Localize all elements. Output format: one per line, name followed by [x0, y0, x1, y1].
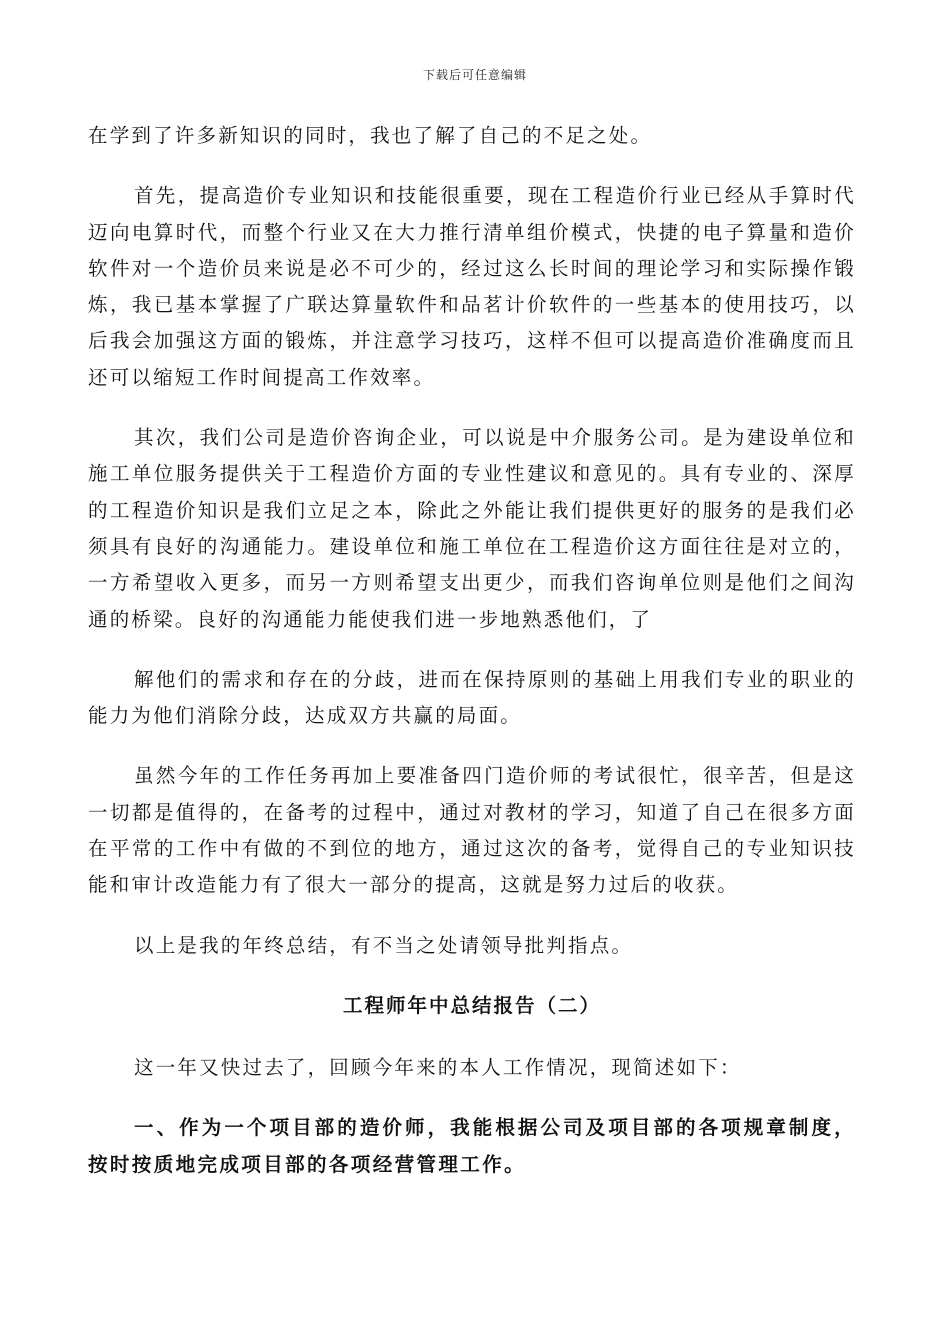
- paragraph-intro: 这一年又快过去了，回顾今年来的本人工作情况，现简述如下：: [134, 1055, 742, 1079]
- paragraph-first-point: 首先，提高造价专业知识和技能很重要，现在工程造价行业已经从手算时代迈向电算时代，而整个行业又在大力推行清单组价模式，快捷的电子算量和造价软件对一个造价员来说是必不可少的，经过这么长时间的理论学习和实际操作锻炼，我已基本掌握了广联达算量软件和品茗计价软件的一些基本的使用技巧，以后我会加强这方面的锻炼，并注意学习技巧，这样不但可以提高造价准确度而且还可以缩短工作时间提高工作效率。: [88, 184, 856, 389]
- paragraph-continuation: 在学到了许多新知识的同时，我也了解了自己的不足之处。: [88, 124, 653, 147]
- paragraph-second-point-continued: 解他们的需求和存在的分歧，进而在保持原则的基础上用我们专业的职业的能力为他们消除分歧，达成双方共赢的局面。: [88, 667, 856, 728]
- paragraph-closing: 以上是我的年终总结，有不当之处请领导批判指点。: [134, 933, 634, 957]
- page-header: 下载后可任意编辑: [422, 68, 527, 82]
- paragraph-bold-heading: 一、作为一个项目部的造价师，我能根据公司及项目部的各项规章制度，按时按质地完成项目部的各项经营管理工作。: [88, 1116, 856, 1176]
- document-body: [88, 118, 856, 1207]
- paragraph-second-point: 其次，我们公司是造价咨询企业，可以说是中介服务公司。是为建设单位和施工单位服务提供关于工程造价方面的专业性建议和意见的。具有专业的、深厚的工程造价知识是我们立足之本，除此之外能让我们提供更好的服务的是我们必须具有良好的沟通能力。建设单位和施工单位在工程造价这方面往往是对立的，一方希望收入更多，而另一方则希望支出更少，而我们咨询单位则是他们之间沟通的桥梁。良好的沟通能力能使我们进一步地熟悉他们，了: [88, 426, 856, 631]
- section-title: 工程师年中总结报告（二）: [342, 993, 601, 1017]
- paragraph-exam: 虽然今年的工作任务再加上要准备四门造价师的考试很忙，很辛苦，但是这一切都是值得的，在备考的过程中，通过对教材的学习，知道了自己在很多方面在平常的工作中有做的不到位的地方，通过这次的备考，觉得自己的专业知识技能和审计改造能力有了很大一部分的提高，这就是努力过后的收获。: [88, 764, 856, 897]
